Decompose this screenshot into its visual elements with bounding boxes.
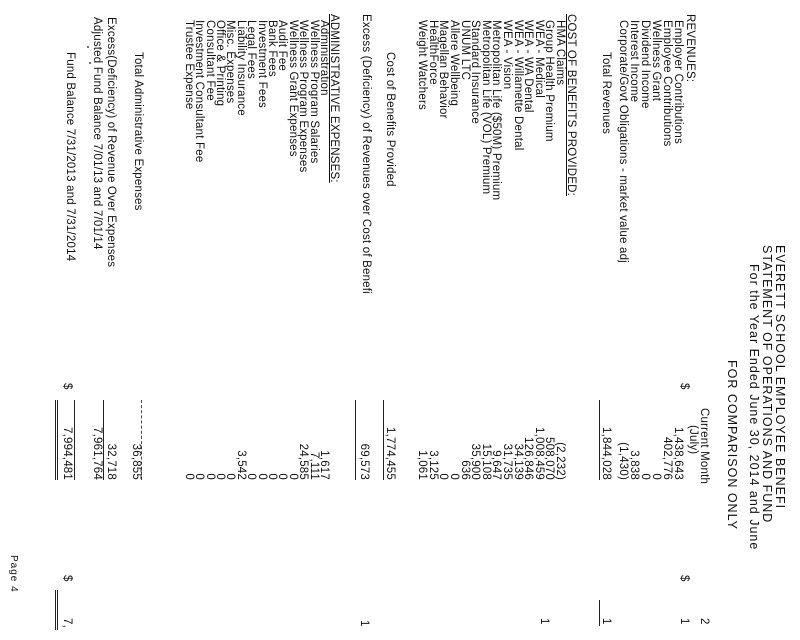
line-item-value: 1,061: [416, 450, 429, 480]
line-item-label: Metropolitan Life (VOL) Premium: [479, 20, 492, 195]
line-item-label: Investment Consultant Fee: [193, 20, 206, 163]
line-item-label: Office & Printing: [214, 20, 226, 107]
line-item-label: Employee Contributions: [661, 20, 673, 147]
column-header-current-month: Current Month: [698, 408, 710, 485]
rule: [355, 400, 356, 480]
revenues-heading: REVENUES:: [684, 14, 696, 83]
line-item-label: Allere Wellbeing: [448, 20, 460, 107]
right-column-header: 2: [698, 618, 710, 625]
fund-balance-value: 7,994,481: [61, 427, 73, 480]
line-item-value: 3,542: [234, 450, 247, 480]
line-item-label: Trustee Expense: [182, 20, 195, 110]
line-item-value: 508,070: [543, 437, 556, 480]
admin-total-value: 36,855: [130, 443, 142, 480]
line-item-value: 0: [203, 473, 216, 480]
cost-of-benefits-total-label: Cost of Benefits Provided: [384, 52, 396, 187]
line-item-value: 0: [650, 473, 662, 480]
line-item-label: Standard Insurance: [469, 20, 482, 124]
line-item-label: Wellness Grant: [650, 20, 662, 102]
line-item-label: Employer Contributions: [672, 20, 684, 144]
line-item-label: Consultant Fee: [203, 20, 216, 101]
line-item-value: 0: [437, 473, 450, 480]
line-item-value: 402,776: [661, 437, 673, 480]
line-item-label: UNUM LTC: [458, 20, 471, 81]
right-dollar-sign: $: [678, 575, 690, 582]
line-item-label: Weight Watchers: [416, 20, 429, 110]
line-item-value: 1,438,643: [672, 427, 684, 480]
right-value: 1: [678, 618, 690, 625]
line-item-label: Dividend Income: [639, 20, 651, 109]
adjusted-fund-label: Adjusted Fund Balance 7/01/13 and 7/01/14: [91, 17, 103, 250]
report-title-line1: EVERETT SCHOOL EMPLOYEE BENEFI: [773, 245, 787, 510]
admin-heading: ADMINISTRATIVE EXPENSES:: [328, 14, 340, 183]
cost-of-benefits-total-value: 1,774,455: [384, 427, 396, 480]
line-item-value: 1,617: [318, 450, 330, 480]
line-item-label: HMA Claims: [554, 20, 566, 86]
line-item-value: (2,232): [554, 442, 566, 480]
line-item-label: WEA - Willamette Dental: [511, 20, 524, 151]
line-item-value: 0: [286, 473, 299, 480]
line-item-label: Misc. Expenses: [224, 20, 237, 104]
line-item-label: Corporate/Govt Obligations - market value adj: [617, 20, 629, 263]
excess-expenses-value: 32,718: [105, 443, 117, 480]
line-item-label: Audit Fee: [276, 20, 289, 72]
line-item-label: Legal Fees: [245, 20, 258, 79]
scan-speck: [89, 62, 91, 64]
line-item-value: 24,585: [297, 443, 310, 480]
line-item-value: 0: [266, 473, 278, 480]
total-revenues-value: 1,844,028: [600, 427, 612, 480]
line-item-value: 15,108: [479, 443, 492, 480]
line-item-value: 3,838: [628, 450, 640, 480]
line-item-label: Wellness Grant Expenses: [286, 20, 299, 157]
line-item-label: Metropolitan Life ($50M) Premium: [490, 20, 503, 201]
line-item-value: 636: [458, 460, 471, 480]
report-title-line3: For the Year Ended June 30, 2014 and June: [747, 264, 761, 551]
line-item-value: 0: [448, 473, 460, 480]
adjusted-fund-value: 7,961,764: [91, 427, 103, 480]
cost-of-benefits-heading: COST OF BENEFITS PROVIDED:: [565, 14, 577, 196]
line-item-value: 31,735: [501, 443, 513, 480]
line-item-value: 0: [182, 473, 195, 480]
line-item-value: 35,900: [469, 443, 482, 480]
line-item-label: Magellan Behavior: [437, 20, 450, 119]
line-item-value: 0: [224, 473, 237, 480]
line-item-value: 0: [193, 473, 206, 480]
line-item-label: WEA - WA Dental: [522, 20, 535, 113]
line-item-value: 0: [639, 473, 651, 480]
line-item-label: WEA - Medical: [532, 20, 545, 99]
right-value: 1: [358, 620, 370, 627]
line-item-label: Wellness Program Expenses: [297, 20, 310, 173]
rule: [55, 590, 58, 630]
line-item-value: 3,125: [426, 450, 439, 480]
dollar-sign: $: [61, 383, 73, 390]
line-item-value: 7,111: [307, 451, 320, 480]
comparison-caption: FOR COMPARISON ONLY: [725, 360, 739, 530]
rule: [74, 400, 75, 480]
line-item-value: (1,430): [617, 442, 629, 480]
line-item-value: 1,008,459: [532, 427, 545, 480]
total-revenues-label: Total Revenues: [600, 52, 612, 135]
line-item-value: 0: [255, 473, 268, 480]
line-item-label: Group Health Premium: [543, 20, 556, 142]
line-item-value: 34,139: [511, 443, 524, 480]
admin-total-label: Total Administrative Expenses: [132, 52, 144, 211]
line-item-value: 0: [214, 473, 226, 480]
scan-speck: [87, 46, 89, 48]
excess-expenses-label: Excess(Deficiency) of Revenue Over Expenses: [105, 17, 117, 268]
fund-balance-label: Fund Balance 7/31/2013 and 7/31/2014: [64, 52, 76, 262]
rule: [55, 400, 58, 480]
right-value: 1: [538, 618, 550, 625]
line-item-value: 0: [245, 473, 258, 480]
report-title-line2: STATEMENT OF OPERATIONS AND FUND: [760, 245, 774, 524]
line-item-label: Liability Insurance: [234, 20, 247, 116]
line-item-label: WEA - Vision: [501, 20, 513, 90]
excess-benefits-value: 69,573: [358, 443, 370, 480]
line-item-label: HealthForce: [426, 20, 439, 85]
line-item-label: Wellness Program Salaries: [307, 20, 320, 164]
line-item-value: 9,647: [490, 450, 503, 480]
line-item-label: Bank Fees: [266, 20, 278, 77]
right-dollar-sign: $: [61, 575, 73, 582]
line-item-value: 0: [276, 473, 289, 480]
line-item-label: Interest Income: [628, 20, 640, 103]
line-item-value: 126,846: [522, 437, 535, 480]
line-item-label: Investment Fees: [255, 20, 268, 109]
excess-benefits-label: Excess (Deficiency) of Revenues over Cost of Benefi: [360, 14, 372, 294]
column-header-month-name: (July): [687, 425, 699, 455]
right-value: 7,: [61, 618, 73, 628]
line-item-label: Administration: [318, 20, 330, 96]
right-value: 1: [600, 618, 612, 625]
dollar-sign: $: [678, 383, 690, 390]
page-number: Page 4: [8, 555, 19, 593]
